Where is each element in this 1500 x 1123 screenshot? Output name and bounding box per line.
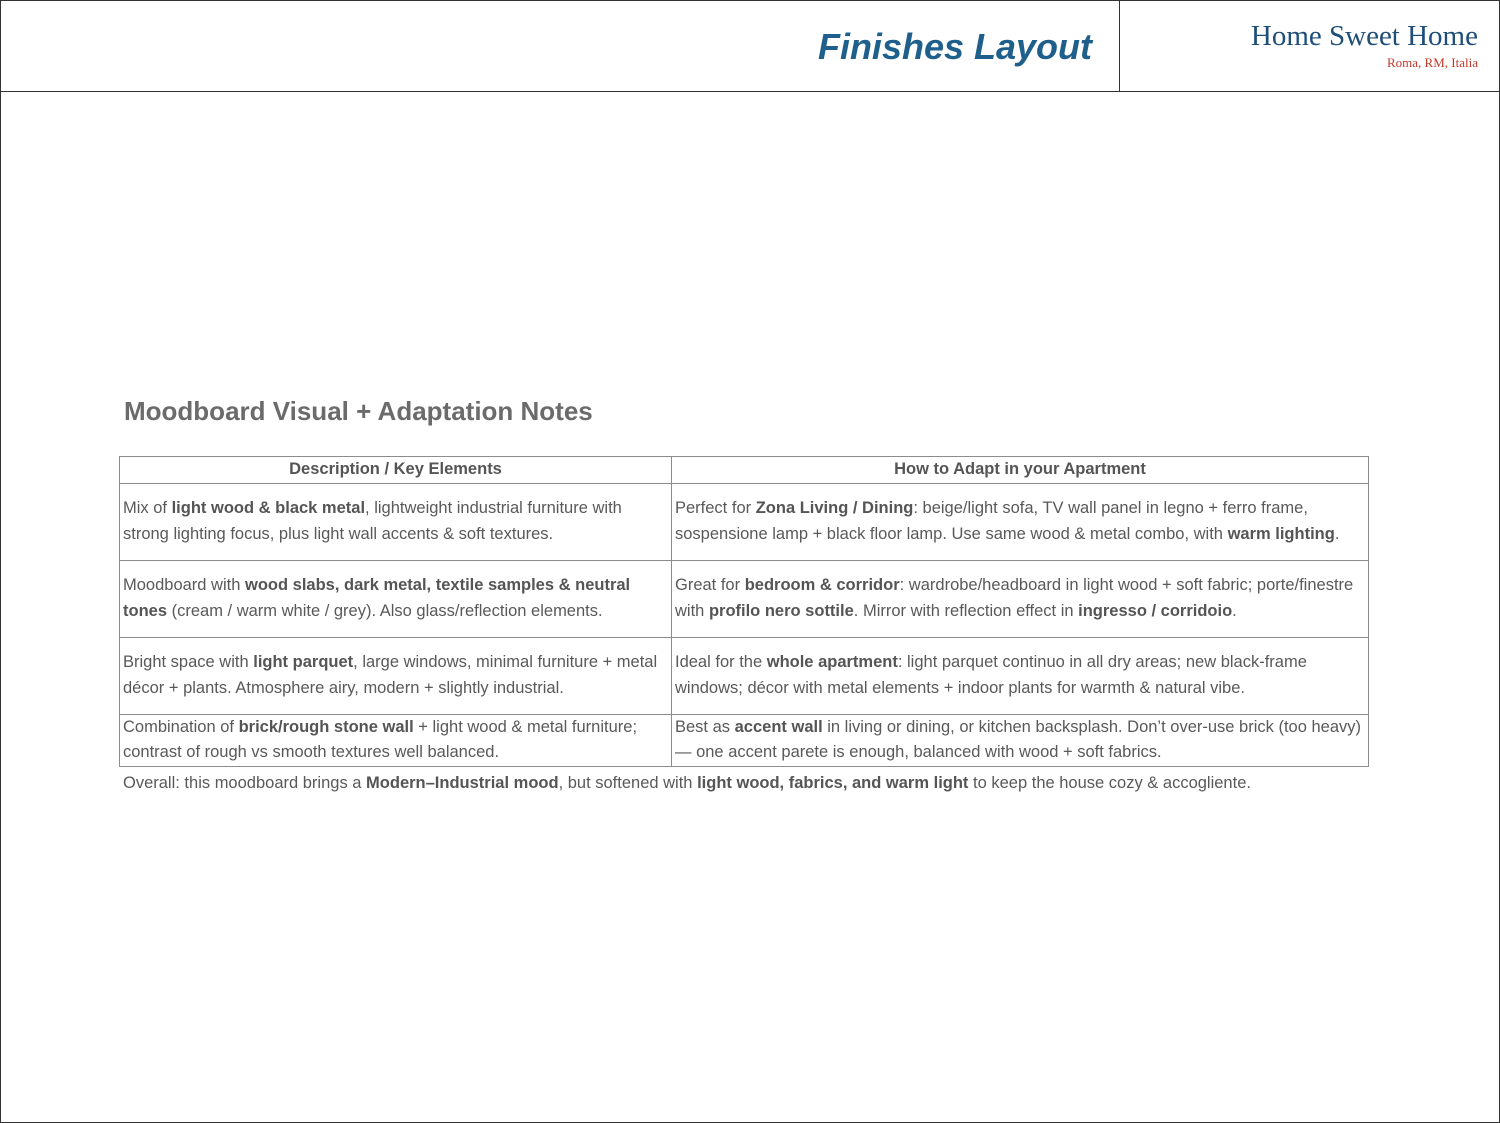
- text-run: Moodboard with: [123, 576, 245, 594]
- bold-text-run: bedroom & corridor: [744, 576, 900, 594]
- text-run: Bright space with: [123, 653, 254, 671]
- text-run: to keep the house cozy & accogliente.: [968, 774, 1251, 792]
- text-run: Combination of: [123, 717, 239, 736]
- header-bar: [0, 0, 1500, 92]
- description-cell: [120, 637, 672, 714]
- bold-text-run: light parquet: [253, 653, 354, 671]
- bold-text-run: Zona Living / Dining: [755, 499, 914, 517]
- text-run: : beige/light sofa, TV wall panel in legno + ferro frame, sospensione lamp + black floor lamp. Use same wood & metal combo, with: [675, 499, 1308, 543]
- text-run: Overall: this moodboard brings a: [123, 774, 367, 792]
- column-header-adapt: How to Adapt in your Apartment: [672, 457, 1369, 484]
- text-run: . Mirror with reflection effect in: [853, 601, 1079, 620]
- bold-text-run: ingresso / corridoio: [1078, 601, 1233, 620]
- text-run: in living or dining, or kitchen backsplash. Don’t over-use brick (too heavy) — one accent parete is enough, balanced with wood + soft fabrics.: [675, 717, 1362, 761]
- text-run: Perfect for: [675, 499, 756, 517]
- table-row: [120, 637, 1369, 714]
- bold-text-run: light wood & black metal: [171, 499, 366, 517]
- bold-text-run: Modern–Industrial mood: [366, 774, 559, 792]
- brand-logo-text: Home Sweet Home: [1250, 20, 1478, 52]
- text-run: (cream / warm white / grey). Also glass/reflection elements.: [167, 601, 603, 620]
- overall-summary: [123, 774, 1383, 793]
- description-cell: [120, 560, 672, 637]
- header-divider: [1119, 0, 1120, 91]
- text-run: : wardrobe/headboard in light wood + soft fabric; porte/finestre with: [675, 576, 1354, 620]
- bold-text-run: light wood, fabrics, and warm light: [697, 774, 969, 792]
- adapt-cell: [672, 560, 1369, 637]
- adapt-cell: [672, 714, 1369, 766]
- table-header-row: [120, 457, 1369, 484]
- page-title: Finishes Layout: [817, 26, 1092, 67]
- text-run: Ideal for the: [675, 653, 767, 671]
- text-run: , large windows, minimal furniture + metal décor + plants. Atmosphere airy, modern + slightly industrial.: [123, 653, 658, 697]
- bold-text-run: wood slabs, dark metal, textile samples & neutral tones: [123, 576, 631, 620]
- bold-text-run: whole apartment: [766, 653, 898, 671]
- text-run: .: [1232, 601, 1237, 620]
- brand-location: Roma, RM, Italia: [1387, 55, 1478, 70]
- text-run: , but softened with: [558, 774, 698, 792]
- text-run: + light wood & metal furniture; contrast of rough vs smooth textures well balanced.: [123, 717, 638, 761]
- text-run: Mix of: [123, 499, 172, 517]
- table-row: [120, 560, 1369, 637]
- text-run: Best as: [675, 717, 735, 736]
- adaptation-notes-table: [119, 456, 1369, 767]
- table-row: [120, 483, 1369, 560]
- text-run: , lightweight industrial furniture with strong lighting focus, plus light wall accents & soft textures.: [123, 499, 622, 543]
- column-header-description: Description / Key Elements: [120, 457, 672, 484]
- description-cell: [120, 714, 672, 766]
- bold-text-run: brick/rough stone wall: [238, 717, 414, 736]
- bold-text-run: accent wall: [734, 717, 823, 736]
- adapt-cell: [672, 483, 1369, 560]
- bold-text-run: warm lighting: [1227, 524, 1335, 543]
- section-title: Moodboard Visual + Adaptation Notes: [124, 396, 593, 426]
- text-run: .: [1334, 524, 1340, 543]
- text-run: : light parquet continuo in all dry areas; new black-frame windows; décor with metal elements + indoor plants for warmth & natural vibe.: [675, 653, 1307, 697]
- description-cell: [120, 483, 672, 560]
- adapt-cell: [672, 637, 1369, 714]
- bold-text-run: profilo nero sottile: [708, 601, 854, 620]
- text-run: Great for: [675, 576, 745, 594]
- table-row: [120, 714, 1369, 766]
